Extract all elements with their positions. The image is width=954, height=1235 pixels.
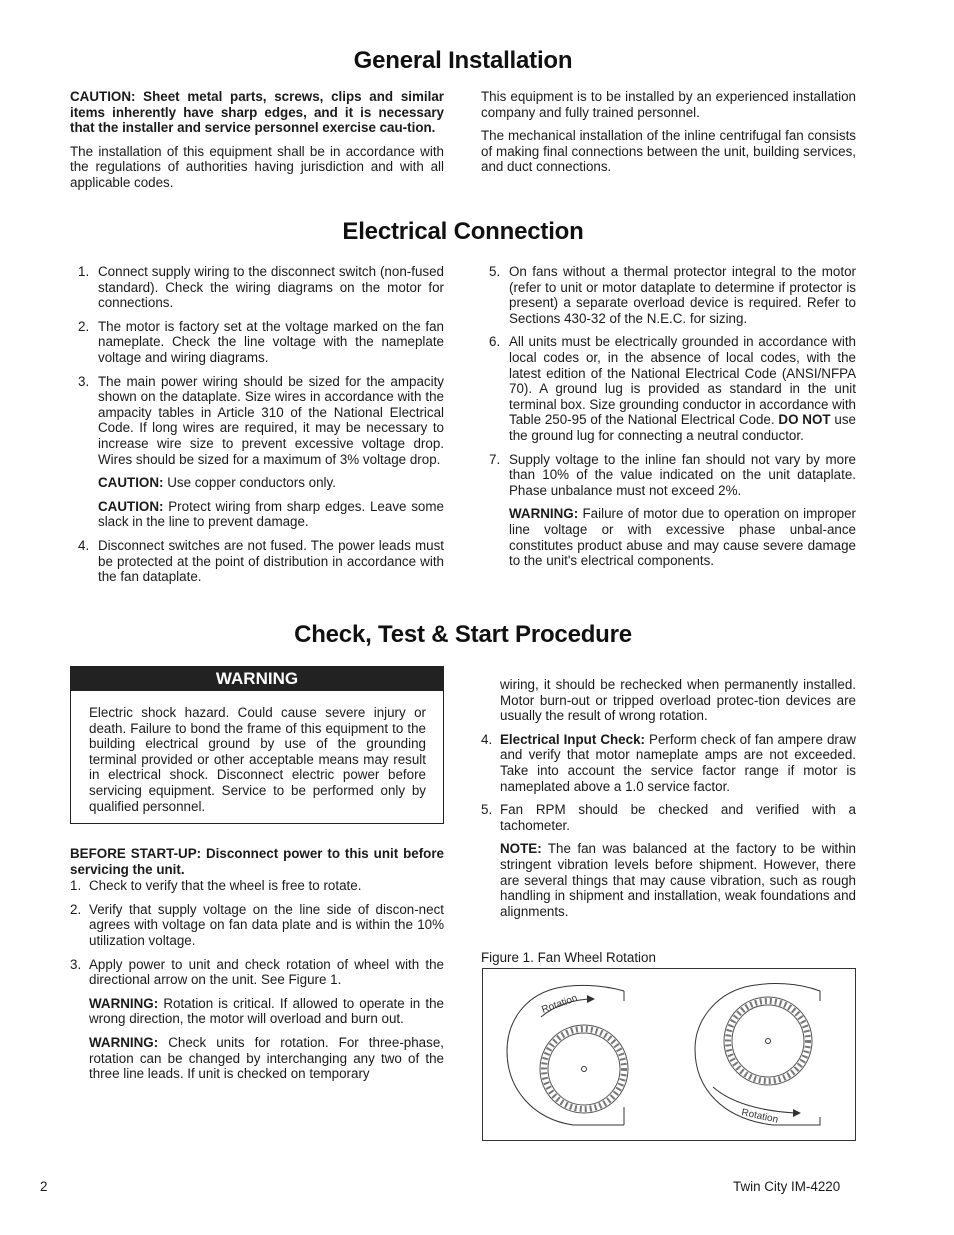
list-item: 5. On fans without a thermal protector integral to the motor (refer to unit or motor dataplate to determine if protector is present) a separate overload device is required. Refer to Sections 430-32 of the N.E.C. for sizing. <box>489 264 856 326</box>
caution-copper: CAUTION: Use copper conductors only. <box>98 475 336 491</box>
list-item: 2. Verify that supply voltage on the line side of discon-nect agrees with voltage on fan data plate and is within the 10% utilization voltage. <box>70 901 444 948</box>
list-item-continuation: wiring, it should be rechecked when permanently installed. Motor burn-out or tripped overload protec-tion devices are usually the result of wrong rotation. <box>500 677 856 724</box>
electrical-left-column <box>70 264 444 593</box>
general-paragraph-3: The mechanical installation of the inline centrifugal fan consists of making final connections between the unit, building services, and duct connections. <box>481 128 856 175</box>
warning-body: Electric shock hazard. Could cause severe injury or death. Failure to bond the frame of this equipment to the building electrical ground by use of the grounding terminal provided or other acceptable means may result in electrical shock. Disconnect electric power before servicing equipment. Service to be performed only by qualified personnel. <box>89 705 426 814</box>
general-caution: CAUTION: Sheet metal parts, screws, clips and similar items inherently have sharp edges, and it is necessary that the installer and service personnel exercise cau-tion. <box>70 89 444 136</box>
fan-wheel-diagram <box>483 969 855 1140</box>
note-balance: NOTE: The fan was balanced at the factory to be within stringent vibration levels before shipment. However, there are several things that may cause vibration, such as rough handling in shipment and installation, weak foundations and alignments. <box>500 841 857 919</box>
check-left-column <box>70 846 444 1090</box>
document-id: Twin City IM-4220 <box>733 1179 841 1194</box>
rotation-label-left: Rotation <box>540 992 580 1016</box>
general-paragraph-2: This equipment is to be installed by an experienced installation company and fully trained personnel. <box>481 89 856 120</box>
general-installation-heading: General Installation <box>353 47 573 74</box>
warning-check-rotation: WARNING: Check units for rotation. For three-phase, rotation can be changed by interchanging any two of the three line leads. If unit is checked on temporary <box>89 1034 444 1082</box>
general-right-column <box>481 89 856 183</box>
check-test-start-heading: Check, Test & Start Procedure <box>294 621 632 648</box>
list-item: 1. Connect supply wiring to the disconnect switch (non-fused standard). Check the wiring diagrams on the motor for connections. <box>78 264 444 311</box>
list-item: 3. Apply power to unit and check rotation of wheel with the directional arrow on the unit. See Figure 1. WARNING: Rotation is critical. If allowed to operate in the wrong direction, the motor will overload and burn out. WARNING: Check units for rotation. For three-phase, rotation can be changed by interchanging any two of the three line leads. If unit is checked on temporary <box>70 956 444 1082</box>
general-paragraph-1: The installation of this equipment shall be in accordance with the regulations of authorities having jurisdiction and with all applicable codes. <box>70 143 444 190</box>
list-item: 6. All units must be electrically grounded in accordance with local codes or, in the absence of local codes, with the latest edition of the National Electrical Code (ANSI/NFPA 70). A ground lug is provided as standard in the unit terminal box. Size grounding conductor in accordance with Table 250-95 of the National Electrical Code. DO NOT use the ground lug for connecting a neutral conductor. <box>489 334 856 443</box>
general-left-column <box>70 89 444 199</box>
check-right-column <box>481 677 856 927</box>
list-item: 3. The main power wiring should be sized for the ampacity shown on the dataplate. Size wires in accordance with the ampacity tables in Article 310 of the National Electrical Code. If long wires are required, it may be necessary to increase wire size to prevent excessive voltage drop. Wires should be sized for a maximum of 3% voltage drop. CAUTION: Use copper conductors only. CAUTION: Protect wiring from sharp edges. Leave some slack in the line to prevent damage. <box>78 373 444 530</box>
warning-rotation-critical: WARNING: Rotation is critical. If allowed to operate in the wrong direction, the motor will overload and burn out. <box>89 995 444 1027</box>
caution-sharp-edges: CAUTION: Protect wiring from sharp edges. Leave some slack in the line to prevent damage. <box>98 498 444 530</box>
rotation-label-right: Rotation <box>740 1107 780 1126</box>
before-start-up: BEFORE START-UP: Disconnect power to this unit before servicing the unit. <box>70 846 444 877</box>
page-number: 2 <box>40 1179 48 1194</box>
list-item: 4. Electrical Input Check: Perform check of fan ampere draw and verify that motor nameplate amps are not exceeded. Take into account the service factor range if motor is nameplated above a 1.0 service factor. <box>481 731 856 794</box>
warning-header: WARNING <box>71 667 443 691</box>
list-item: 2. The motor is factory set at the voltage marked on the fan nameplate. Check the line voltage with the nameplate voltage and wiring diagrams. <box>78 318 444 365</box>
fan-wheel-rotation-figure <box>482 968 856 1141</box>
electrical-right-column <box>481 264 856 577</box>
list-item: 4. Disconnect switches are not fused. The power leads must be protected at the point of distribution in accordance with the fan dataplate. <box>78 537 444 585</box>
list-item: 5. Fan RPM should be checked and verified with a tachometer. NOTE: The fan was balanced at the factory to be within stringent vibration levels before shipment. However, there are several things that may cause vibration, such as rough handling in shipment and installation, weak foundations and alignments. <box>481 802 857 919</box>
electrical-connection-heading: Electrical Connection <box>342 218 584 245</box>
list-item: 1. Check to verify that the wheel is free to rotate. <box>70 878 362 894</box>
warning-box <box>70 666 444 824</box>
left-wheel-blades <box>544 1029 624 1109</box>
warning-phase-unbalance: WARNING: Failure of motor due to operation on improper line voltage or with excessive phase unbal-ance constitutes product abuse and may cause severe damage to the unit's electrical components. <box>509 506 856 569</box>
list-item: 7. Supply voltage to the inline fan should not vary by more than 10% of the value indicated on the unit dataplate. Phase unbalance must not exceed 2%. WARNING: Failure of motor due to operation on improper line voltage or with excessive phase unbal-ance constitutes product abuse and may cause severe damage to the unit's electrical components. <box>489 451 856 569</box>
right-wheel-blades <box>728 1001 808 1081</box>
figure-caption: Figure 1. Fan Wheel Rotation <box>481 950 656 965</box>
